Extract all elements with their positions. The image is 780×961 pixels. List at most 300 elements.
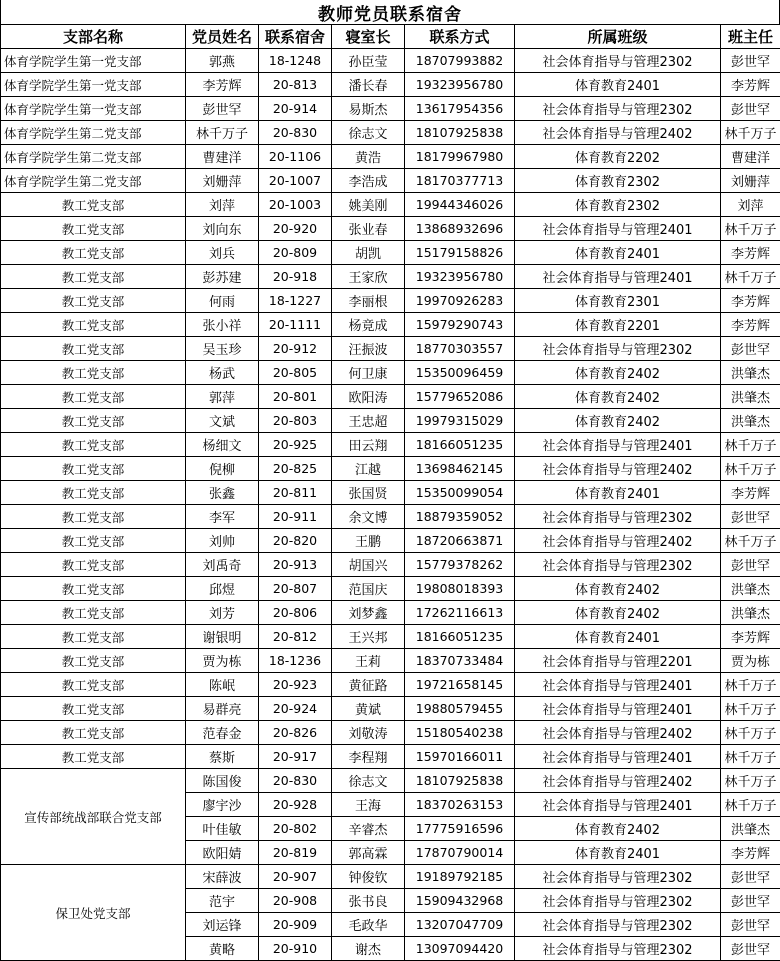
cell-branch: 教工党支部 bbox=[1, 409, 186, 433]
cell-phone: 13097094420 bbox=[405, 937, 515, 961]
cell-teacher: 洪肇杰 bbox=[721, 361, 780, 385]
table-row bbox=[1, 625, 780, 649]
table-row bbox=[1, 553, 780, 577]
cell-class: 社会体育指导与管理2302 bbox=[515, 889, 721, 913]
cell-teacher: 彭世罕 bbox=[721, 337, 780, 361]
cell-teacher: 林千万子 bbox=[721, 745, 780, 769]
col-header-dorm-head: 寝室长 bbox=[332, 25, 405, 49]
cell-dorm: 20-803 bbox=[259, 409, 332, 433]
cell-branch: 教工党支部 bbox=[1, 289, 186, 313]
cell-dorm: 20-925 bbox=[259, 433, 332, 457]
cell-dorm: 20-910 bbox=[259, 937, 332, 961]
cell-dorm: 20-928 bbox=[259, 793, 332, 817]
cell-branch: 教工党支部 bbox=[1, 577, 186, 601]
header-row bbox=[1, 25, 780, 49]
cell-class: 体育教育2402 bbox=[515, 361, 721, 385]
cell-dorm-head: 田云翔 bbox=[332, 433, 405, 457]
cell-branch: 教工党支部 bbox=[1, 553, 186, 577]
cell-phone: 18107925838 bbox=[405, 121, 515, 145]
table-row bbox=[1, 193, 780, 217]
cell-dorm: 20-913 bbox=[259, 553, 332, 577]
cell-dorm-head: 徐志文 bbox=[332, 769, 405, 793]
cell-class: 社会体育指导与管理2401 bbox=[515, 745, 721, 769]
cell-teacher: 曹建洋 bbox=[721, 145, 780, 169]
cell-teacher: 林千万子 bbox=[721, 793, 780, 817]
cell-phone: 18166051235 bbox=[405, 433, 515, 457]
col-header-teacher: 班主任 bbox=[721, 25, 780, 49]
cell-dorm-head: 何卫康 bbox=[332, 361, 405, 385]
cell-member: 黄略 bbox=[186, 937, 259, 961]
cell-branch: 教工党支部 bbox=[1, 265, 186, 289]
cell-teacher: 李芳辉 bbox=[721, 241, 780, 265]
cell-dorm-head: 杨竟成 bbox=[332, 313, 405, 337]
cell-class: 社会体育指导与管理2302 bbox=[515, 97, 721, 121]
cell-member: 李军 bbox=[186, 505, 259, 529]
cell-member: 张小祥 bbox=[186, 313, 259, 337]
cell-dorm-head: 欧阳涛 bbox=[332, 385, 405, 409]
cell-member: 彭苏建 bbox=[186, 265, 259, 289]
cell-phone: 18107925838 bbox=[405, 769, 515, 793]
cell-dorm-head: 潘长春 bbox=[332, 73, 405, 97]
contact-table bbox=[0, 24, 780, 961]
cell-dorm-head: 张业春 bbox=[332, 217, 405, 241]
table-row bbox=[1, 481, 780, 505]
cell-dorm: 20-801 bbox=[259, 385, 332, 409]
cell-member: 刘兵 bbox=[186, 241, 259, 265]
cell-teacher: 洪肇杰 bbox=[721, 601, 780, 625]
cell-branch: 教工党支部 bbox=[1, 649, 186, 673]
cell-teacher: 林千万子 bbox=[721, 217, 780, 241]
table-row bbox=[1, 217, 780, 241]
cell-class: 体育教育2202 bbox=[515, 145, 721, 169]
cell-member: 刘芳 bbox=[186, 601, 259, 625]
cell-teacher: 林千万子 bbox=[721, 265, 780, 289]
cell-teacher: 洪肇杰 bbox=[721, 577, 780, 601]
cell-dorm: 20-813 bbox=[259, 73, 332, 97]
cell-class: 体育教育2402 bbox=[515, 385, 721, 409]
cell-member: 邱煜 bbox=[186, 577, 259, 601]
cell-phone: 19880579455 bbox=[405, 697, 515, 721]
cell-phone: 13698462145 bbox=[405, 457, 515, 481]
table-row bbox=[1, 697, 780, 721]
cell-member: 陈国俊 bbox=[186, 769, 259, 793]
cell-teacher: 李芳辉 bbox=[721, 481, 780, 505]
cell-dorm: 18-1236 bbox=[259, 649, 332, 673]
cell-class: 社会体育指导与管理2402 bbox=[515, 769, 721, 793]
cell-teacher: 彭世罕 bbox=[721, 937, 780, 961]
cell-phone: 15179158826 bbox=[405, 241, 515, 265]
cell-dorm-head: 余文博 bbox=[332, 505, 405, 529]
cell-class: 体育教育2201 bbox=[515, 313, 721, 337]
cell-dorm-head: 郭高霖 bbox=[332, 841, 405, 865]
cell-dorm: 20-805 bbox=[259, 361, 332, 385]
cell-teacher: 李芳辉 bbox=[721, 313, 780, 337]
cell-dorm-head: 李丽根 bbox=[332, 289, 405, 313]
cell-class: 体育教育2402 bbox=[515, 817, 721, 841]
table-row bbox=[1, 97, 780, 121]
cell-dorm-head: 李浩成 bbox=[332, 169, 405, 193]
cell-class: 体育教育2302 bbox=[515, 169, 721, 193]
cell-teacher: 李芳辉 bbox=[721, 73, 780, 97]
cell-class: 社会体育指导与管理2402 bbox=[515, 121, 721, 145]
cell-teacher: 林千万子 bbox=[721, 721, 780, 745]
cell-dorm-head: 黄征路 bbox=[332, 673, 405, 697]
cell-member: 范宇 bbox=[186, 889, 259, 913]
cell-class: 体育教育2301 bbox=[515, 289, 721, 313]
cell-dorm: 20-1003 bbox=[259, 193, 332, 217]
cell-dorm: 20-1007 bbox=[259, 169, 332, 193]
cell-phone: 15180540238 bbox=[405, 721, 515, 745]
cell-dorm: 20-912 bbox=[259, 337, 332, 361]
table-row bbox=[1, 769, 780, 793]
table-row bbox=[1, 385, 780, 409]
cell-dorm-head: 徐志文 bbox=[332, 121, 405, 145]
cell-branch: 教工党支部 bbox=[1, 697, 186, 721]
cell-phone: 17870790014 bbox=[405, 841, 515, 865]
cell-dorm: 20-806 bbox=[259, 601, 332, 625]
cell-branch: 保卫处党支部 bbox=[1, 865, 186, 961]
cell-dorm: 20-807 bbox=[259, 577, 332, 601]
cell-branch: 教工党支部 bbox=[1, 529, 186, 553]
table-row bbox=[1, 241, 780, 265]
cell-class: 体育教育2401 bbox=[515, 481, 721, 505]
cell-teacher: 彭世罕 bbox=[721, 97, 780, 121]
table-row bbox=[1, 529, 780, 553]
table-row bbox=[1, 721, 780, 745]
cell-phone: 13868932696 bbox=[405, 217, 515, 241]
sheet-title: 教师党员联系宿舍 bbox=[0, 0, 780, 24]
cell-phone: 15909432968 bbox=[405, 889, 515, 913]
cell-member: 刘姗萍 bbox=[186, 169, 259, 193]
cell-dorm-head: 王忠超 bbox=[332, 409, 405, 433]
cell-phone: 18370263153 bbox=[405, 793, 515, 817]
cell-phone: 15350099054 bbox=[405, 481, 515, 505]
cell-dorm: 20-830 bbox=[259, 769, 332, 793]
cell-phone: 15779378262 bbox=[405, 553, 515, 577]
cell-dorm-head: 王鹏 bbox=[332, 529, 405, 553]
table-row bbox=[1, 121, 780, 145]
cell-branch: 教工党支部 bbox=[1, 457, 186, 481]
col-header-phone: 联系方式 bbox=[405, 25, 515, 49]
cell-phone: 18770303557 bbox=[405, 337, 515, 361]
cell-phone: 13207047709 bbox=[405, 913, 515, 937]
cell-dorm: 20-920 bbox=[259, 217, 332, 241]
cell-phone: 19323956780 bbox=[405, 73, 515, 97]
col-header-class: 所属班级 bbox=[515, 25, 721, 49]
cell-phone: 19721658145 bbox=[405, 673, 515, 697]
cell-branch: 体育学院学生第二党支部 bbox=[1, 121, 186, 145]
cell-member: 张鑫 bbox=[186, 481, 259, 505]
cell-class: 社会体育指导与管理2302 bbox=[515, 553, 721, 577]
cell-teacher: 彭世罕 bbox=[721, 865, 780, 889]
cell-dorm: 20-825 bbox=[259, 457, 332, 481]
cell-member: 吴玉珍 bbox=[186, 337, 259, 361]
cell-branch: 教工党支部 bbox=[1, 625, 186, 649]
cell-member: 彭世罕 bbox=[186, 97, 259, 121]
cell-dorm: 20-911 bbox=[259, 505, 332, 529]
table-row bbox=[1, 169, 780, 193]
cell-class: 体育教育2401 bbox=[515, 73, 721, 97]
cell-phone: 17262116613 bbox=[405, 601, 515, 625]
cell-phone: 18166051235 bbox=[405, 625, 515, 649]
cell-dorm: 20-830 bbox=[259, 121, 332, 145]
cell-phone: 13617954356 bbox=[405, 97, 515, 121]
cell-class: 体育教育2401 bbox=[515, 841, 721, 865]
cell-dorm-head: 李程翔 bbox=[332, 745, 405, 769]
cell-class: 社会体育指导与管理2401 bbox=[515, 793, 721, 817]
cell-member: 刘运锋 bbox=[186, 913, 259, 937]
cell-member: 刘萍 bbox=[186, 193, 259, 217]
table-row bbox=[1, 601, 780, 625]
cell-dorm-head: 范国庆 bbox=[332, 577, 405, 601]
cell-phone: 15779652086 bbox=[405, 385, 515, 409]
cell-phone: 19944346026 bbox=[405, 193, 515, 217]
cell-dorm-head: 胡国兴 bbox=[332, 553, 405, 577]
cell-teacher: 洪肇杰 bbox=[721, 817, 780, 841]
cell-member: 郭燕 bbox=[186, 49, 259, 73]
cell-teacher: 彭世罕 bbox=[721, 505, 780, 529]
cell-dorm-head: 刘敬涛 bbox=[332, 721, 405, 745]
cell-dorm-head: 黄斌 bbox=[332, 697, 405, 721]
cell-member: 易群亮 bbox=[186, 697, 259, 721]
cell-member: 陈岷 bbox=[186, 673, 259, 697]
table-row bbox=[1, 505, 780, 529]
cell-teacher: 李芳辉 bbox=[721, 841, 780, 865]
cell-dorm-head: 孙臣莹 bbox=[332, 49, 405, 73]
table-row bbox=[1, 73, 780, 97]
cell-dorm-head: 王家欣 bbox=[332, 265, 405, 289]
cell-class: 社会体育指导与管理2302 bbox=[515, 337, 721, 361]
cell-dorm: 20-909 bbox=[259, 913, 332, 937]
cell-class: 社会体育指导与管理2401 bbox=[515, 265, 721, 289]
table-row bbox=[1, 577, 780, 601]
cell-class: 社会体育指导与管理2401 bbox=[515, 433, 721, 457]
cell-teacher: 刘萍 bbox=[721, 193, 780, 217]
cell-branch: 教工党支部 bbox=[1, 217, 186, 241]
cell-branch: 教工党支部 bbox=[1, 433, 186, 457]
cell-member: 蔡斯 bbox=[186, 745, 259, 769]
cell-branch: 教工党支部 bbox=[1, 481, 186, 505]
cell-dorm: 20-812 bbox=[259, 625, 332, 649]
cell-dorm-head: 谢杰 bbox=[332, 937, 405, 961]
cell-member: 刘帅 bbox=[186, 529, 259, 553]
cell-phone: 18879359052 bbox=[405, 505, 515, 529]
cell-member: 倪柳 bbox=[186, 457, 259, 481]
cell-dorm-head: 王兴邦 bbox=[332, 625, 405, 649]
cell-dorm-head: 刘梦鑫 bbox=[332, 601, 405, 625]
cell-member: 贾为栋 bbox=[186, 649, 259, 673]
cell-dorm-head: 江越 bbox=[332, 457, 405, 481]
cell-class: 体育教育2402 bbox=[515, 601, 721, 625]
cell-member: 杨细文 bbox=[186, 433, 259, 457]
cell-member: 郭萍 bbox=[186, 385, 259, 409]
cell-class: 社会体育指导与管理2302 bbox=[515, 937, 721, 961]
cell-dorm-head: 易斯杰 bbox=[332, 97, 405, 121]
cell-branch: 教工党支部 bbox=[1, 193, 186, 217]
cell-branch: 教工党支部 bbox=[1, 745, 186, 769]
cell-branch: 体育学院学生第一党支部 bbox=[1, 97, 186, 121]
cell-dorm: 18-1227 bbox=[259, 289, 332, 313]
cell-member: 何雨 bbox=[186, 289, 259, 313]
cell-class: 社会体育指导与管理2402 bbox=[515, 721, 721, 745]
cell-dorm: 20-924 bbox=[259, 697, 332, 721]
cell-class: 体育教育2401 bbox=[515, 625, 721, 649]
cell-dorm: 18-1248 bbox=[259, 49, 332, 73]
cell-class: 体育教育2302 bbox=[515, 193, 721, 217]
cell-member: 宋薛波 bbox=[186, 865, 259, 889]
cell-member: 林千万子 bbox=[186, 121, 259, 145]
table-row bbox=[1, 289, 780, 313]
cell-teacher: 洪肇杰 bbox=[721, 385, 780, 409]
cell-dorm: 20-826 bbox=[259, 721, 332, 745]
cell-dorm: 20-917 bbox=[259, 745, 332, 769]
table-row bbox=[1, 361, 780, 385]
cell-teacher: 林千万子 bbox=[721, 769, 780, 793]
cell-dorm-head: 辛睿杰 bbox=[332, 817, 405, 841]
cell-dorm: 20-918 bbox=[259, 265, 332, 289]
cell-phone: 18170377713 bbox=[405, 169, 515, 193]
cell-member: 廖宇沙 bbox=[186, 793, 259, 817]
cell-branch: 体育学院学生第一党支部 bbox=[1, 73, 186, 97]
cell-class: 体育教育2402 bbox=[515, 577, 721, 601]
cell-teacher: 林千万子 bbox=[721, 433, 780, 457]
cell-dorm-head: 张国贤 bbox=[332, 481, 405, 505]
cell-phone: 18370733484 bbox=[405, 649, 515, 673]
table-row bbox=[1, 673, 780, 697]
cell-member: 李芳辉 bbox=[186, 73, 259, 97]
table-row bbox=[1, 265, 780, 289]
cell-teacher: 彭世罕 bbox=[721, 49, 780, 73]
cell-teacher: 林千万子 bbox=[721, 697, 780, 721]
cell-dorm: 20-914 bbox=[259, 97, 332, 121]
cell-dorm-head: 黄浩 bbox=[332, 145, 405, 169]
cell-phone: 19323956780 bbox=[405, 265, 515, 289]
cell-teacher: 李芳辉 bbox=[721, 625, 780, 649]
cell-branch: 教工党支部 bbox=[1, 241, 186, 265]
table-body bbox=[1, 49, 780, 961]
cell-teacher: 贾为栋 bbox=[721, 649, 780, 673]
cell-dorm: 20-802 bbox=[259, 817, 332, 841]
cell-class: 体育教育2402 bbox=[515, 409, 721, 433]
cell-member: 曹建洋 bbox=[186, 145, 259, 169]
cell-class: 社会体育指导与管理2302 bbox=[515, 865, 721, 889]
cell-dorm: 20-908 bbox=[259, 889, 332, 913]
cell-class: 社会体育指导与管理2401 bbox=[515, 217, 721, 241]
cell-class: 社会体育指导与管理2201 bbox=[515, 649, 721, 673]
cell-class: 社会体育指导与管理2302 bbox=[515, 505, 721, 529]
table-row bbox=[1, 745, 780, 769]
cell-member: 叶佳敏 bbox=[186, 817, 259, 841]
cell-dorm-head: 姚美刚 bbox=[332, 193, 405, 217]
col-header-dorm: 联系宿舍 bbox=[259, 25, 332, 49]
cell-phone: 18179967980 bbox=[405, 145, 515, 169]
cell-branch: 宣传部统战部联合党支部 bbox=[1, 769, 186, 865]
cell-teacher: 李芳辉 bbox=[721, 289, 780, 313]
cell-member: 文斌 bbox=[186, 409, 259, 433]
cell-branch: 体育学院学生第二党支部 bbox=[1, 145, 186, 169]
cell-teacher: 彭世罕 bbox=[721, 913, 780, 937]
cell-dorm-head: 胡凯 bbox=[332, 241, 405, 265]
cell-phone: 18707993882 bbox=[405, 49, 515, 73]
col-header-member: 党员姓名 bbox=[186, 25, 259, 49]
cell-phone: 19979315029 bbox=[405, 409, 515, 433]
cell-branch: 教工党支部 bbox=[1, 673, 186, 697]
cell-teacher: 洪肇杰 bbox=[721, 409, 780, 433]
cell-branch: 教工党支部 bbox=[1, 505, 186, 529]
cell-branch: 教工党支部 bbox=[1, 337, 186, 361]
cell-dorm: 20-1106 bbox=[259, 145, 332, 169]
cell-dorm-head: 毛政华 bbox=[332, 913, 405, 937]
cell-member: 杨武 bbox=[186, 361, 259, 385]
cell-teacher: 林千万子 bbox=[721, 529, 780, 553]
cell-dorm-head: 钟俊钦 bbox=[332, 865, 405, 889]
cell-teacher: 刘姗萍 bbox=[721, 169, 780, 193]
cell-phone: 15970166011 bbox=[405, 745, 515, 769]
cell-branch: 教工党支部 bbox=[1, 313, 186, 337]
cell-dorm-head: 汪振波 bbox=[332, 337, 405, 361]
table-row bbox=[1, 457, 780, 481]
cell-phone: 17775916596 bbox=[405, 817, 515, 841]
cell-phone: 18720663871 bbox=[405, 529, 515, 553]
table-row bbox=[1, 337, 780, 361]
table-row bbox=[1, 313, 780, 337]
table-row bbox=[1, 49, 780, 73]
cell-dorm-head: 张书良 bbox=[332, 889, 405, 913]
cell-dorm: 20-809 bbox=[259, 241, 332, 265]
cell-branch: 体育学院学生第一党支部 bbox=[1, 49, 186, 73]
cell-teacher: 林千万子 bbox=[721, 121, 780, 145]
cell-teacher: 彭世罕 bbox=[721, 553, 780, 577]
table-row bbox=[1, 409, 780, 433]
cell-dorm: 20-820 bbox=[259, 529, 332, 553]
cell-class: 体育教育2401 bbox=[515, 241, 721, 265]
cell-branch: 教工党支部 bbox=[1, 721, 186, 745]
cell-class: 社会体育指导与管理2302 bbox=[515, 913, 721, 937]
table-row bbox=[1, 649, 780, 673]
table-row bbox=[1, 145, 780, 169]
cell-dorm-head: 王莉 bbox=[332, 649, 405, 673]
cell-dorm: 20-907 bbox=[259, 865, 332, 889]
cell-teacher: 彭世罕 bbox=[721, 889, 780, 913]
col-header-branch: 支部名称 bbox=[1, 25, 186, 49]
cell-phone: 19189792185 bbox=[405, 865, 515, 889]
cell-class: 社会体育指导与管理2302 bbox=[515, 49, 721, 73]
cell-class: 社会体育指导与管理2401 bbox=[515, 673, 721, 697]
cell-dorm-head: 王海 bbox=[332, 793, 405, 817]
cell-member: 刘向东 bbox=[186, 217, 259, 241]
cell-member: 范春金 bbox=[186, 721, 259, 745]
cell-class: 社会体育指导与管理2401 bbox=[515, 697, 721, 721]
cell-phone: 19970926283 bbox=[405, 289, 515, 313]
cell-branch: 教工党支部 bbox=[1, 385, 186, 409]
cell-branch: 体育学院学生第二党支部 bbox=[1, 169, 186, 193]
cell-phone: 15979290743 bbox=[405, 313, 515, 337]
table-row bbox=[1, 865, 780, 889]
cell-member: 刘禹奇 bbox=[186, 553, 259, 577]
cell-class: 社会体育指导与管理2402 bbox=[515, 457, 721, 481]
cell-teacher: 林千万子 bbox=[721, 457, 780, 481]
cell-dorm: 20-1111 bbox=[259, 313, 332, 337]
cell-dorm: 20-819 bbox=[259, 841, 332, 865]
cell-branch: 教工党支部 bbox=[1, 601, 186, 625]
cell-branch: 教工党支部 bbox=[1, 361, 186, 385]
cell-dorm: 20-811 bbox=[259, 481, 332, 505]
cell-phone: 15350096459 bbox=[405, 361, 515, 385]
cell-class: 社会体育指导与管理2402 bbox=[515, 529, 721, 553]
cell-dorm: 20-923 bbox=[259, 673, 332, 697]
cell-member: 欧阳婧 bbox=[186, 841, 259, 865]
cell-member: 谢银明 bbox=[186, 625, 259, 649]
